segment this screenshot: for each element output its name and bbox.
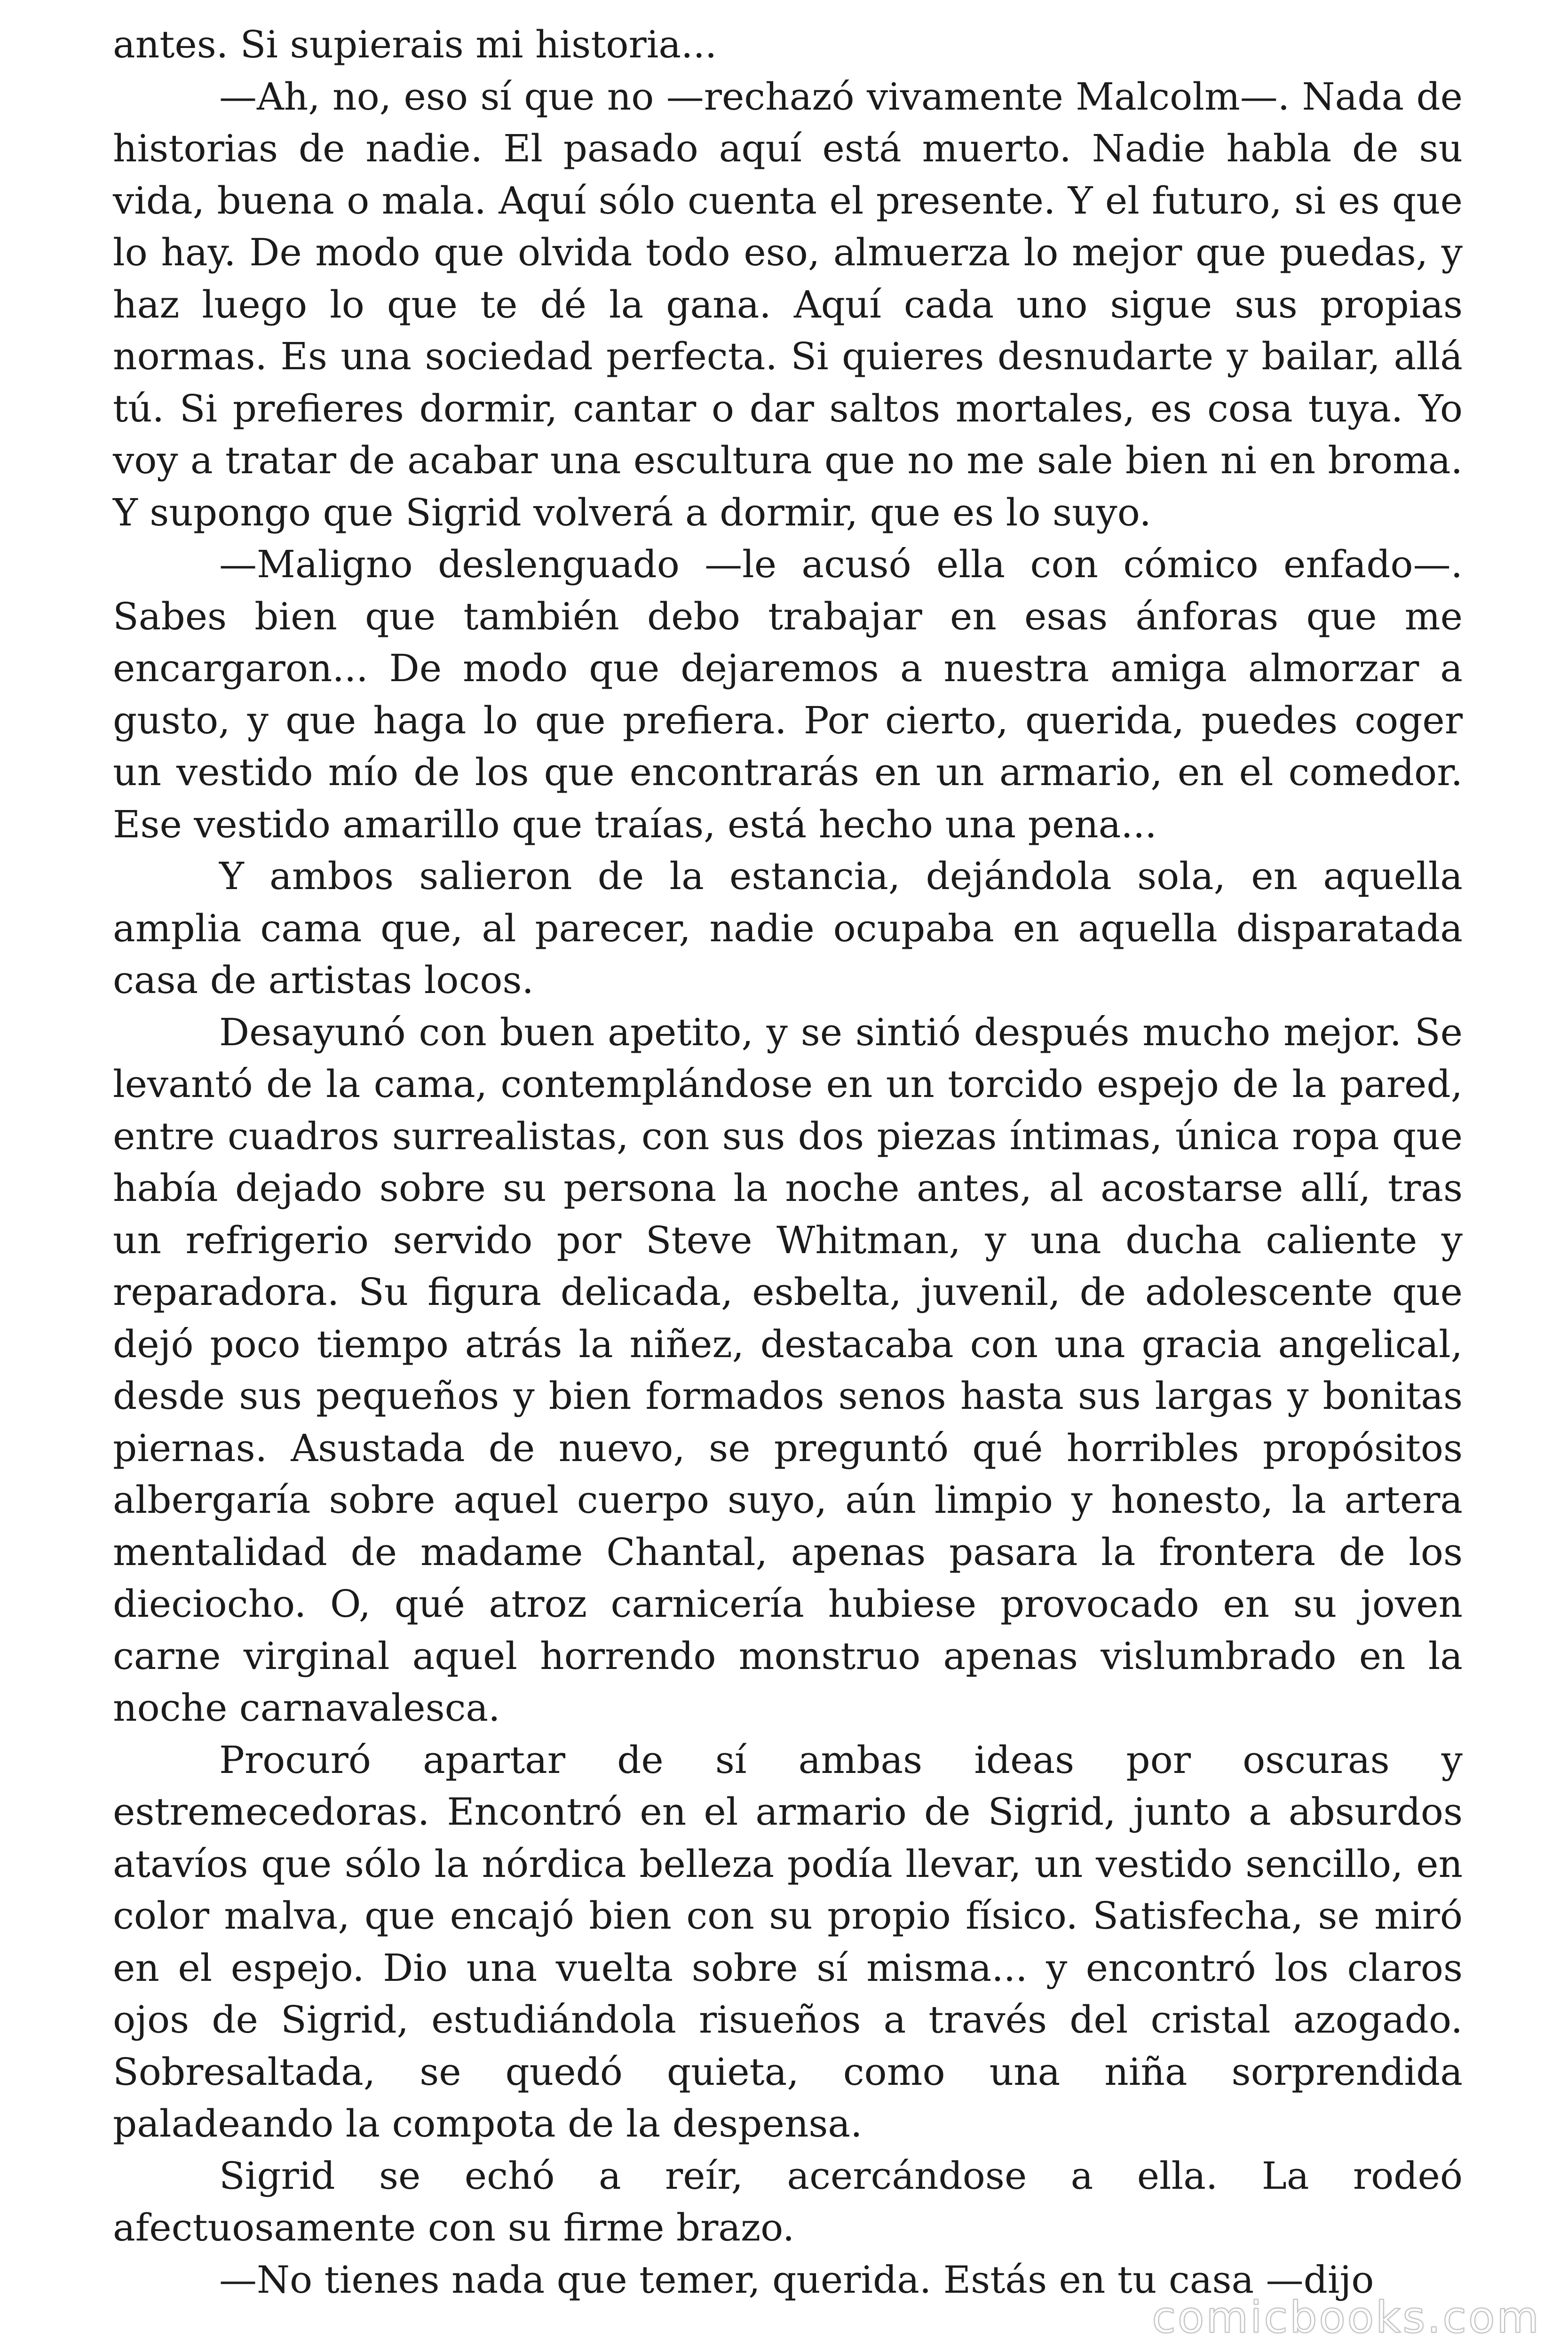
- paragraph: —Ah, no, eso sí que no —rechazó vivamente Malcolm—. Nada de historias de nadie. El pasado aquí está muerto. Nadie habla de su vida, buena o mala. Aquí sólo cuenta el presente. Y el futuro, si es que lo hay. De modo que olvida todo eso, almuerza lo mejor que puedas, y haz luego lo que te dé la gana. Aquí cada uno sigue sus propias normas. Es una sociedad perfecta. Si quieres desnudarte y bailar, allá tú. Si prefieres dormir, cantar o dar saltos mortales, es cosa tuya. Yo voy a tratar de acabar una escultura que no me sale bien ni en broma. Y supongo que Sigrid volverá a dormir, que es lo suyo.: [113, 74, 1463, 534]
- paragraph: antes. Si supierais mi historia...: [113, 23, 717, 66]
- paragraph: Sigrid se echó a reír, acercándose a ella. La rodeó afectuosamente con su firme brazo.: [113, 2153, 1463, 2249]
- paragraph: Procuró apartar de sí ambas ideas por oscuras y estremecedoras. Encontró en el armario de Sigrid, junto a absurdos atavíos que sólo la nórdica belleza podía llevar, un vestido sencillo, en color malva, que encajó bien con su propio físico. Satisfecha, se miró en el espejo. Dio una vuelta sobre sí misma... y encontró los claros ojos de Sigrid, estudiándola risueños a través del cristal azogado. Sobresaltada, se quedó quieta, como una niña sorprendida paladeando la compota de la despensa.: [113, 1738, 1463, 2145]
- paragraph: —Maligno deslenguado —le acusó ella con cómico enfado—. Sabes bien que también debo trabajar en esas ánforas que me encargaron... De modo que dejaremos a nuestra amiga almorzar a gusto, y que haga lo que prefiera. Por cierto, querida, puedes coger un vestido mío de los que encontrarás en un armario, en el comedor. Ese vestido amarillo que traías, está hecho una pena...: [113, 542, 1463, 846]
- watermark: comicbooks.com: [1152, 2292, 1541, 2343]
- book-page-text: [113, 19, 1463, 2306]
- paragraph: Y ambos salieron de la estancia, dejándola sola, en aquella amplia cama que, al parecer, nadie ocupaba en aquella disparatada casa de artistas locos.: [113, 854, 1463, 1002]
- paragraph: Desayunó con buen apetito, y se sintió después mucho mejor. Se levantó de la cama, contemplándose en un torcido espejo de la pared, entre cuadros surrealistas, con sus dos piezas íntimas, única ropa que había dejado sobre su persona la noche antes, al acostarse allí, tras un refrigerio servido por Steve Whitman, y una ducha caliente y reparadora. Su figura delicada, esbelta, juvenil, de adolescente que dejó poco tiempo atrás la niñez, destacaba con una gracia angelical, desde sus pequeños y bien formados senos hasta sus largas y bonitas piernas. Asustada de nuevo, se preguntó qué horribles propósitos albergaría sobre aquel cuerpo suyo, aún limpio y honesto, la artera mentalidad de madame Chantal, apenas pasara la frontera de los dieciocho. O, qué atroz carnicería hubiese provocado en su joven carne virginal aquel horrendo monstruo apenas vislumbrado en la noche carnavalesca.: [113, 1010, 1463, 1730]
- paragraph: —No tienes nada que temer, querida. Estás en tu casa —dijo: [219, 2257, 1374, 2302]
